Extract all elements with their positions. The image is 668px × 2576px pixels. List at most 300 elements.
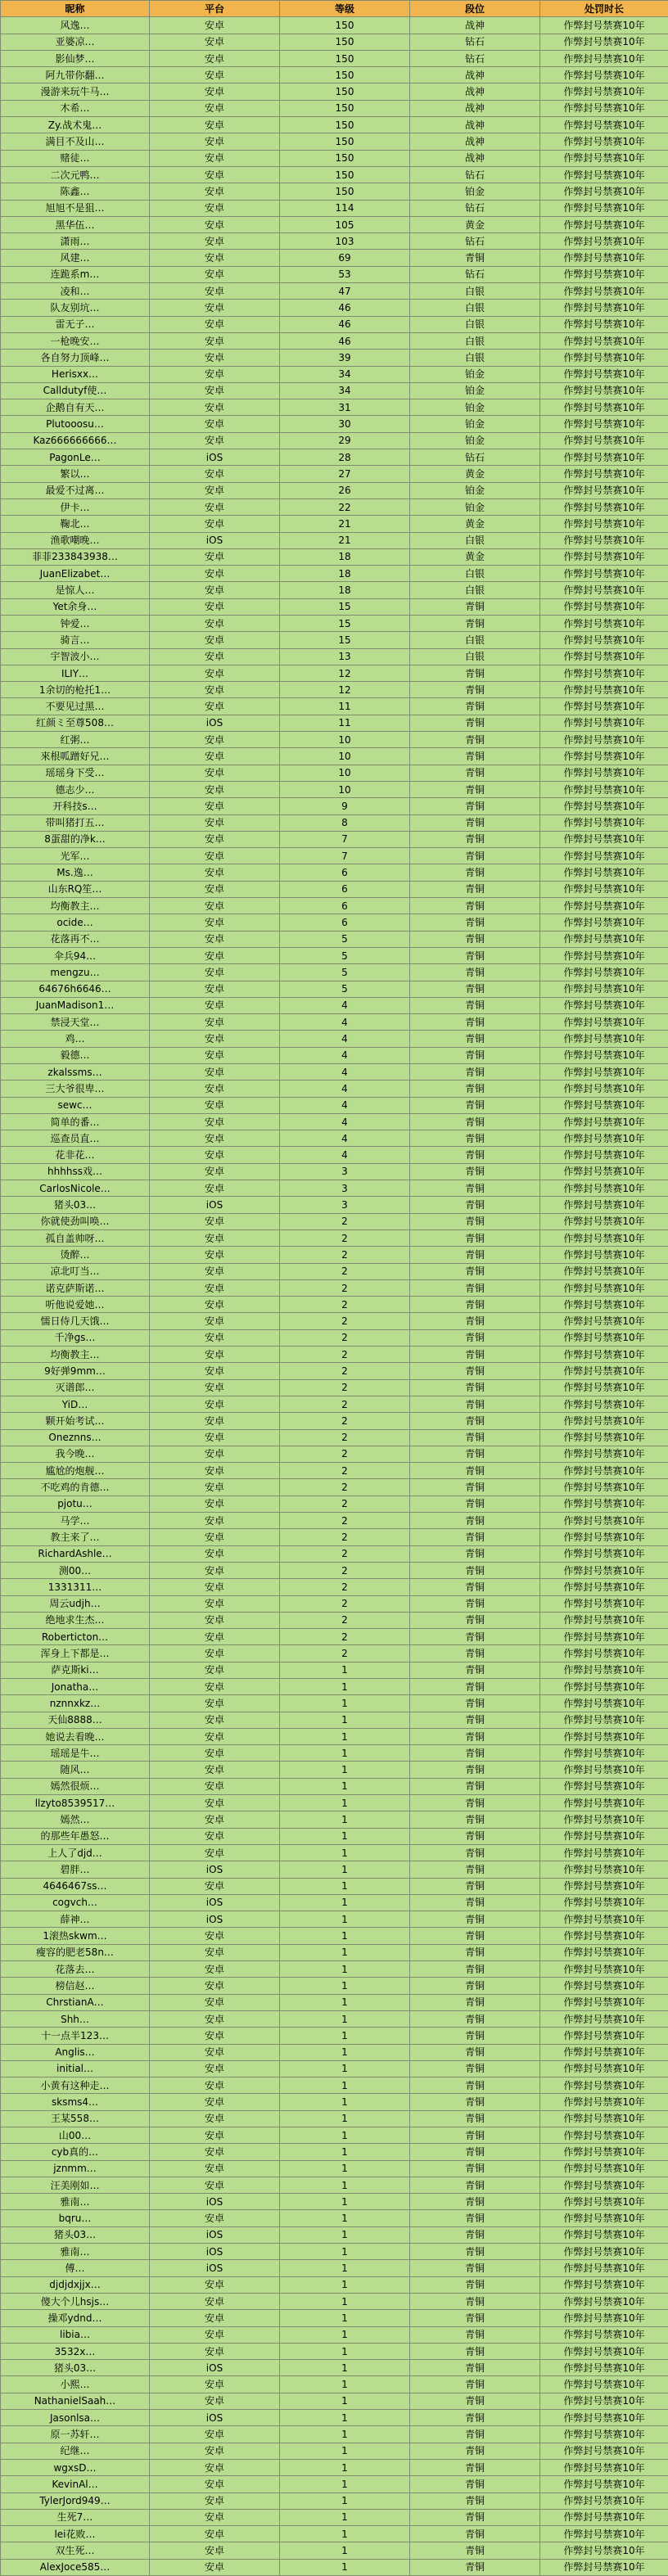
table-row: [1, 1844, 668, 1861]
cell-level: 1: [280, 2459, 410, 2475]
cell-level: 6: [280, 864, 410, 881]
table-row: [1, 1047, 668, 1063]
cell-nickname: 木希…: [1, 100, 150, 116]
cell-level: 2: [280, 1429, 410, 1446]
cell-rank: 青铜: [410, 1745, 540, 1762]
cell-platform: 安卓: [150, 582, 280, 598]
cell-platform: 安卓: [150, 17, 280, 34]
cell-platform: 安卓: [150, 1994, 280, 2010]
cell-platform: 安卓: [150, 1446, 280, 1462]
cell-penalty: 作弊封号禁赛10年: [540, 1229, 668, 1246]
cell-nickname: 红颜ミ至尊508…: [1, 715, 150, 731]
table-row: [1, 1446, 668, 1462]
cell-level: 2: [280, 1247, 410, 1263]
table-row: [1, 598, 668, 615]
table-row: [1, 632, 668, 648]
cell-rank: 青铜: [410, 964, 540, 981]
cell-nickname: 宇智波小…: [1, 648, 150, 665]
cell-level: 150: [280, 100, 410, 116]
cell-nickname: 三大爷很卑…: [1, 1080, 150, 1097]
cell-level: 1: [280, 1894, 410, 1911]
cell-platform: 安卓: [150, 548, 280, 565]
cell-rank: 白银: [410, 350, 540, 366]
cell-penalty: 作弊封号禁赛10年: [540, 2110, 668, 2127]
cell-rank: 青铜: [410, 1762, 540, 1778]
cell-rank: 战神: [410, 150, 540, 166]
cell-level: 2: [280, 1379, 410, 1396]
cell-rank: 白银: [410, 300, 540, 316]
cell-platform: 安卓: [150, 2393, 280, 2409]
cell-penalty: 作弊封号禁赛10年: [540, 566, 668, 582]
table-row: [1, 1247, 668, 1263]
cell-penalty: 作弊封号禁赛10年: [540, 2194, 668, 2210]
cell-nickname: 瑶瑶身下受…: [1, 765, 150, 781]
cell-platform: 安卓: [150, 1811, 280, 1828]
cell-penalty: 作弊封号禁赛10年: [540, 1347, 668, 1363]
cell-penalty: 作弊封号禁赛10年: [540, 449, 668, 466]
cell-rank: 青铜: [410, 2244, 540, 2260]
cell-rank: 青铜: [410, 2293, 540, 2309]
cell-platform: 安卓: [150, 1595, 280, 1612]
cell-platform: 安卓: [150, 183, 280, 200]
cell-platform: 安卓: [150, 1396, 280, 1412]
cell-penalty: 作弊封号禁赛10年: [540, 499, 668, 515]
cell-rank: 青铜: [410, 814, 540, 831]
cell-penalty: 作弊封号禁赛10年: [540, 316, 668, 332]
cell-level: 10: [280, 732, 410, 748]
cell-platform: 安卓: [150, 1529, 280, 1545]
cell-platform: 安卓: [150, 432, 280, 449]
cell-nickname: 你就使劲叫唤…: [1, 1213, 150, 1229]
header-row: [1, 1, 668, 17]
cell-penalty: 作弊封号禁赛10年: [540, 516, 668, 532]
cell-nickname: Shh…: [1, 2010, 150, 2027]
cell-platform: 安卓: [150, 1612, 280, 1628]
cell-penalty: 作弊封号禁赛10年: [540, 283, 668, 300]
table-row: [1, 881, 668, 897]
cell-nickname: 不吃鸡的肯德…: [1, 1479, 150, 1496]
cell-level: 1: [280, 2177, 410, 2193]
cell-nickname: zkalssms…: [1, 1064, 150, 1080]
cell-penalty: 作弊封号禁赛10年: [540, 548, 668, 565]
table-row: [1, 183, 668, 200]
cell-penalty: 作弊封号禁赛10年: [540, 1612, 668, 1628]
cell-penalty: 作弊封号禁赛10年: [540, 1928, 668, 1944]
table-row: [1, 1828, 668, 1844]
cell-nickname: 碧胖…: [1, 1861, 150, 1878]
table-row: [1, 2343, 668, 2359]
cell-penalty: 作弊封号禁赛10年: [540, 67, 668, 83]
cell-rank: 青铜: [410, 2210, 540, 2226]
cell-platform: 安卓: [150, 1213, 280, 1229]
cell-rank: 青铜: [410, 2410, 540, 2426]
cell-level: 6: [280, 914, 410, 931]
cell-penalty: 作弊封号禁赛10年: [540, 150, 668, 166]
cell-nickname: 嫣然很烦…: [1, 1778, 150, 1794]
cell-penalty: 作弊封号禁赛10年: [540, 1811, 668, 1828]
cell-level: 2: [280, 1529, 410, 1545]
cell-platform: 安卓: [150, 1329, 280, 1346]
table-row: [1, 2094, 668, 2110]
cell-penalty: 作弊封号禁赛10年: [540, 648, 668, 665]
cell-platform: 安卓: [150, 300, 280, 316]
cell-level: 1: [280, 2376, 410, 2393]
cell-platform: iOS: [150, 1911, 280, 1928]
cell-penalty: 作弊封号禁赛10年: [540, 1147, 668, 1163]
cell-level: 2: [280, 1229, 410, 1246]
cell-penalty: 作弊封号禁赛10年: [540, 1944, 668, 1960]
cell-level: 2: [280, 1463, 410, 1479]
cell-platform: 安卓: [150, 1180, 280, 1197]
cell-platform: 安卓: [150, 1097, 280, 1113]
cell-level: 2: [280, 1595, 410, 1612]
table-row: [1, 931, 668, 947]
cell-level: 1: [280, 2493, 410, 2509]
cell-platform: 安卓: [150, 881, 280, 897]
cell-level: 2: [280, 1279, 410, 1296]
cell-rank: 青铜: [410, 2010, 540, 2027]
table-row: [1, 1795, 668, 1811]
cell-platform: 安卓: [150, 831, 280, 847]
cell-penalty: 作弊封号禁赛10年: [540, 2542, 668, 2559]
table-row: [1, 1612, 668, 1628]
cell-platform: 安卓: [150, 100, 280, 116]
cell-level: 1: [280, 2194, 410, 2210]
cell-penalty: 作弊封号禁赛10年: [540, 1662, 668, 1678]
cell-level: 1: [280, 1878, 410, 1894]
cell-platform: 安卓: [150, 1513, 280, 1529]
cell-platform: 安卓: [150, 2276, 280, 2293]
cell-rank: 黄金: [410, 466, 540, 482]
cell-level: 4: [280, 1097, 410, 1113]
cell-level: 4: [280, 1113, 410, 1130]
cell-nickname: 花落再不…: [1, 931, 150, 947]
cell-penalty: 作弊封号禁赛10年: [540, 748, 668, 765]
cell-rank: 青铜: [410, 2110, 540, 2127]
table-row: [1, 2144, 668, 2160]
cell-platform: 安卓: [150, 2293, 280, 2309]
cell-penalty: 作弊封号禁赛10年: [540, 2226, 668, 2243]
table-row: [1, 2010, 668, 2027]
cell-penalty: 作弊封号禁赛10年: [540, 1213, 668, 1229]
cell-nickname: Zy.战术鬼…: [1, 117, 150, 133]
cell-penalty: 作弊封号禁赛10年: [540, 183, 668, 200]
cell-level: 1: [280, 2410, 410, 2426]
cell-level: 2: [280, 1213, 410, 1229]
cell-rank: 青铜: [410, 665, 540, 681]
cell-nickname: JuanMadison1…: [1, 997, 150, 1013]
cell-penalty: 作弊封号禁赛10年: [540, 2360, 668, 2376]
cell-nickname: 满目不及山…: [1, 133, 150, 150]
cell-nickname: 双生死…: [1, 2542, 150, 2559]
cell-platform: 安卓: [150, 266, 280, 282]
cell-rank: 青铜: [410, 1944, 540, 1960]
cell-rank: 青铜: [410, 682, 540, 698]
cell-penalty: 作弊封号禁赛10年: [540, 2276, 668, 2293]
table-row: [1, 1695, 668, 1712]
cell-rank: 青铜: [410, 1229, 540, 1246]
cell-nickname: 菲菲233843938…: [1, 548, 150, 565]
cell-rank: 青铜: [410, 2459, 540, 2475]
cell-rank: 青铜: [410, 2326, 540, 2343]
cell-penalty: 作弊封号禁赛10年: [540, 1978, 668, 1994]
cell-level: 1: [280, 1745, 410, 1762]
cell-rank: 青铜: [410, 1828, 540, 1844]
cell-penalty: 作弊封号禁赛10年: [540, 2376, 668, 2393]
cell-nickname: 伞兵94…: [1, 947, 150, 963]
cell-penalty: 作弊封号禁赛10年: [540, 1645, 668, 1662]
cell-nickname: 颗开始考试…: [1, 1413, 150, 1429]
cell-rank: 战神: [410, 67, 540, 83]
cell-platform: iOS: [150, 1894, 280, 1911]
table-row: [1, 648, 668, 665]
cell-level: 150: [280, 83, 410, 100]
cell-nickname: cyb真的…: [1, 2144, 150, 2160]
cell-rank: 青铜: [410, 1279, 540, 1296]
cell-rank: 青铜: [410, 1031, 540, 1047]
cell-nickname: 花非花…: [1, 1147, 150, 1163]
cell-rank: 青铜: [410, 2077, 540, 2094]
cell-level: 2: [280, 1347, 410, 1363]
cell-rank: 青铜: [410, 1479, 540, 1496]
table-row: [1, 1197, 668, 1213]
cell-rank: 战神: [410, 83, 540, 100]
cell-nickname: CarlosNicole…: [1, 1180, 150, 1197]
cell-penalty: 作弊封号禁赛10年: [540, 1263, 668, 1279]
cell-penalty: 作弊封号禁赛10年: [540, 1297, 668, 1313]
cell-level: 150: [280, 183, 410, 200]
cell-penalty: 作弊封号禁赛10年: [540, 200, 668, 216]
table-row: [1, 350, 668, 366]
cell-penalty: 作弊封号禁赛10年: [540, 1579, 668, 1595]
cell-platform: 安卓: [150, 947, 280, 963]
cell-nickname: 上人了djd…: [1, 1844, 150, 1861]
cell-platform: 安卓: [150, 1961, 280, 1978]
cell-level: 15: [280, 615, 410, 631]
cell-nickname: 风建…: [1, 250, 150, 266]
table-row: [1, 997, 668, 1013]
cell-platform: 安卓: [150, 1429, 280, 1446]
cell-rank: 青铜: [410, 1163, 540, 1180]
cell-platform: 安卓: [150, 2144, 280, 2160]
table-row: [1, 848, 668, 864]
cell-platform: iOS: [150, 532, 280, 548]
cell-level: 31: [280, 399, 410, 416]
cell-level: 4: [280, 1064, 410, 1080]
cell-penalty: 作弊封号禁赛10年: [540, 1961, 668, 1978]
cell-rank: 战神: [410, 117, 540, 133]
cell-penalty: 作弊封号禁赛10年: [540, 997, 668, 1013]
cell-nickname: 尴尬的炮舰…: [1, 1463, 150, 1479]
cell-nickname: RichardAshle…: [1, 1545, 150, 1562]
cell-level: 114: [280, 200, 410, 216]
cell-level: 150: [280, 166, 410, 183]
cell-platform: 安卓: [150, 399, 280, 416]
cell-level: 105: [280, 216, 410, 232]
cell-nickname: 猪头03…: [1, 2226, 150, 2243]
cell-platform: 安卓: [150, 864, 280, 881]
cell-platform: 安卓: [150, 316, 280, 332]
cell-level: 1: [280, 1778, 410, 1794]
header-nickname: 昵称: [1, 1, 150, 17]
cell-nickname: 旭旭不是狙…: [1, 200, 150, 216]
cell-rank: 青铜: [410, 914, 540, 931]
table-row: [1, 166, 668, 183]
cell-nickname: 骑言…: [1, 632, 150, 648]
cell-level: 1: [280, 2310, 410, 2326]
cell-nickname: 我今晚…: [1, 1446, 150, 1462]
cell-platform: 安卓: [150, 1313, 280, 1329]
cell-rank: 青铜: [410, 2393, 540, 2409]
table-row: [1, 964, 668, 981]
cell-penalty: 作弊封号禁赛10年: [540, 2210, 668, 2226]
cell-platform: 安卓: [150, 233, 280, 250]
cell-nickname: 千净gs…: [1, 1329, 150, 1346]
cell-level: 1: [280, 1811, 410, 1828]
cell-level: 1: [280, 1695, 410, 1712]
cell-nickname: NathanielSaah…: [1, 2393, 150, 2409]
cell-rank: 青铜: [410, 2542, 540, 2559]
table-row: [1, 582, 668, 598]
cell-penalty: 作弊封号禁赛10年: [540, 831, 668, 847]
cell-nickname: 鸡…: [1, 1031, 150, 1047]
table-row: [1, 1645, 668, 1662]
table-row: [1, 200, 668, 216]
cell-platform: 安卓: [150, 2044, 280, 2060]
cell-rank: 青铜: [410, 1429, 540, 1446]
table-row: [1, 2177, 668, 2193]
cell-level: 2: [280, 1313, 410, 1329]
cell-nickname: 猪头03…: [1, 2360, 150, 2376]
table-row: [1, 150, 668, 166]
cell-level: 12: [280, 665, 410, 681]
cell-platform: 安卓: [150, 1080, 280, 1097]
cell-penalty: 作弊封号禁赛10年: [540, 1363, 668, 1379]
table-row: [1, 117, 668, 133]
cell-rank: 青铜: [410, 1728, 540, 1744]
cell-level: 1: [280, 1828, 410, 1844]
cell-penalty: 作弊封号禁赛10年: [540, 1894, 668, 1911]
table-row: [1, 2376, 668, 2393]
table-row: [1, 2028, 668, 2044]
cell-platform: 安卓: [150, 1147, 280, 1163]
cell-level: 1: [280, 2393, 410, 2409]
cell-platform: 安卓: [150, 1728, 280, 1744]
cell-penalty: 作弊封号禁赛10年: [540, 332, 668, 349]
cell-penalty: 作弊封号禁赛10年: [540, 350, 668, 366]
cell-nickname: libia…: [1, 2326, 150, 2343]
cell-penalty: 作弊封号禁赛10年: [540, 698, 668, 715]
table-row: [1, 1413, 668, 1429]
cell-nickname: 來根呱蹭好兄…: [1, 748, 150, 765]
table-row: [1, 1944, 668, 1960]
cell-platform: 安卓: [150, 366, 280, 382]
cell-nickname: 原一苏轩…: [1, 2426, 150, 2443]
cell-nickname: 1滚热skwm…: [1, 1928, 150, 1944]
cell-rank: 钻石: [410, 34, 540, 50]
table-row: [1, 1363, 668, 1379]
cell-level: 1: [280, 2343, 410, 2359]
cell-level: 150: [280, 50, 410, 66]
cell-penalty: 作弊封号禁赛10年: [540, 715, 668, 731]
cell-platform: 安卓: [150, 1645, 280, 1662]
cell-level: 1: [280, 2293, 410, 2309]
cell-nickname: Plutooosu…: [1, 416, 150, 432]
cell-level: 1: [280, 2542, 410, 2559]
cell-nickname: 各自努力顶峰…: [1, 350, 150, 366]
cell-platform: 安卓: [150, 914, 280, 931]
cell-penalty: 作弊封号禁赛10年: [540, 2044, 668, 2060]
cell-platform: 安卓: [150, 1745, 280, 1762]
cell-penalty: 作弊封号禁赛10年: [540, 615, 668, 631]
cell-platform: 安卓: [150, 1014, 280, 1031]
cell-rank: 青铜: [410, 1961, 540, 1978]
cell-penalty: 作弊封号禁赛10年: [540, 1064, 668, 1080]
cell-penalty: 作弊封号禁赛10年: [540, 964, 668, 981]
cell-level: 13: [280, 648, 410, 665]
cell-level: 18: [280, 566, 410, 582]
cell-rank: 青铜: [410, 1213, 540, 1229]
cell-platform: 安卓: [150, 1828, 280, 1844]
table-row: [1, 2310, 668, 2326]
cell-level: 18: [280, 548, 410, 565]
cell-platform: iOS: [150, 1197, 280, 1213]
cell-penalty: 作弊封号禁赛10年: [540, 898, 668, 914]
table-row: [1, 2426, 668, 2443]
cell-nickname: 9好弹9mm…: [1, 1363, 150, 1379]
cell-rank: 青铜: [410, 1247, 540, 1263]
cell-level: 2: [280, 1446, 410, 1462]
cell-nickname: 二次元鸭…: [1, 166, 150, 183]
cell-platform: 安卓: [150, 1795, 280, 1811]
cell-penalty: 作弊封号禁赛10年: [540, 2326, 668, 2343]
cell-nickname: 光军…: [1, 848, 150, 864]
cell-level: 1: [280, 2326, 410, 2343]
cell-level: 1: [280, 2509, 410, 2525]
table-row: [1, 300, 668, 316]
table-row: [1, 17, 668, 34]
cell-platform: 安卓: [150, 2077, 280, 2094]
cell-platform: 安卓: [150, 2493, 280, 2509]
cell-level: 46: [280, 300, 410, 316]
cell-nickname: 伊卡…: [1, 499, 150, 515]
cell-level: 4: [280, 1031, 410, 1047]
cell-level: 5: [280, 947, 410, 963]
cell-level: 2: [280, 1612, 410, 1628]
table-row: [1, 216, 668, 232]
cell-rank: 青铜: [410, 1147, 540, 1163]
cell-rank: 钻石: [410, 50, 540, 66]
table-row: [1, 2360, 668, 2376]
cell-level: 4: [280, 1147, 410, 1163]
cell-level: 22: [280, 499, 410, 515]
cell-penalty: 作弊封号禁赛10年: [540, 1047, 668, 1063]
cell-rank: 白银: [410, 316, 540, 332]
cell-penalty: 作弊封号禁赛10年: [540, 83, 668, 100]
table-row: [1, 1545, 668, 1562]
cell-nickname: AlexJoce585…: [1, 2559, 150, 2575]
cell-penalty: 作弊封号禁赛10年: [540, 117, 668, 133]
cell-platform: 安卓: [150, 732, 280, 748]
cell-platform: 安卓: [150, 1363, 280, 1379]
cell-platform: 安卓: [150, 2443, 280, 2459]
cell-platform: 安卓: [150, 1113, 280, 1130]
cell-level: 1: [280, 1861, 410, 1878]
table-row: [1, 566, 668, 582]
cell-rank: 青铜: [410, 1363, 540, 1379]
table-row: [1, 1297, 668, 1313]
cell-rank: 青铜: [410, 2144, 540, 2160]
